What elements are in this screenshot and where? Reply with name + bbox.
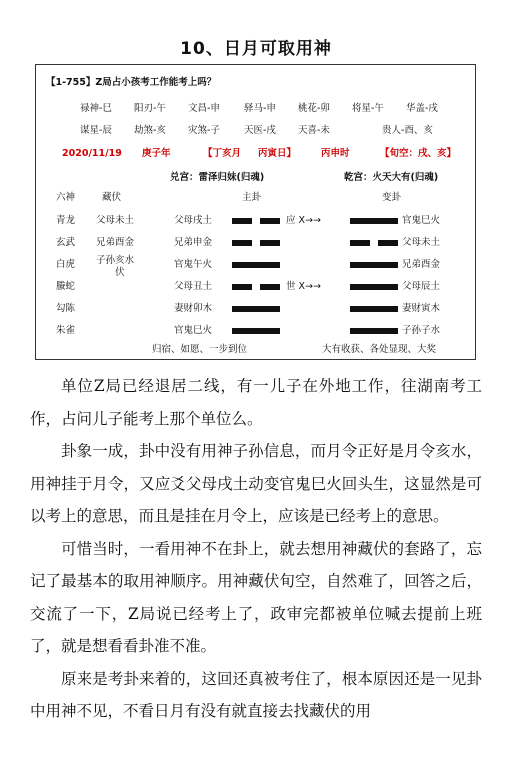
shensha-item: 文昌-申 (188, 103, 220, 114)
header-fushen: 藏伏 (102, 192, 122, 203)
yin-line-segment (260, 218, 280, 224)
main-gua-note: 归宿、如愿、一步到位 (152, 344, 248, 355)
fushen-hidden-mark: 伏 (115, 267, 125, 278)
change-yao-label: 妻财寅木 (402, 303, 441, 314)
change-yao-line (350, 240, 398, 246)
shensha-item: 阳刃-午 (134, 103, 166, 114)
shensha-item: 华盖-戌 (406, 103, 438, 114)
main-yao-line (232, 218, 280, 224)
main-yao-line (232, 306, 280, 312)
paragraph: 原来是考卦来着的，这回还真被考住了，根本原因还是一见卦中用神不见，不看日月有没有就直接去找藏伏的用 (30, 669, 482, 720)
main-gua-name: 兑宫：雷泽归妹(归魂) (170, 172, 265, 183)
shensha-item: 天医-戌 (244, 125, 276, 136)
main-yao-label: 兄弟申金 (174, 237, 213, 248)
yin-line-segment (232, 218, 252, 224)
main-yao-line (232, 284, 280, 290)
fushen-label: 兄弟酉金 (96, 237, 135, 248)
shensha-item: 灾煞-子 (188, 125, 220, 136)
shensha-item: 驿马-申 (244, 103, 276, 114)
yin-line-segment (232, 240, 252, 246)
change-yao-label: 父母辰土 (402, 281, 441, 292)
header-liushen: 六神 (56, 192, 76, 203)
yin-line-segment (232, 284, 252, 290)
main-yao-label: 父母丑土 (174, 281, 213, 292)
fushen-label: 子孙亥水 (96, 255, 135, 266)
question-line: 【1-755】Z局占小孩考工作能考上吗？ (46, 77, 217, 88)
change-yao-label: 官鬼巳火 (402, 215, 441, 226)
yang-line-segment (232, 328, 280, 334)
main-yao-label: 官鬼巳火 (174, 325, 213, 336)
main-yao-label: 官鬼午火 (174, 259, 213, 270)
yang-line-segment (232, 262, 280, 268)
main-yao-label: 父母戌土 (174, 215, 213, 226)
hour-pillar: 丙申时 (321, 148, 350, 159)
main-yao-line (232, 328, 280, 334)
change-yao-line (350, 218, 398, 224)
section-title: 10、日月可取用神 (180, 39, 332, 59)
change-yao-line (350, 262, 398, 268)
change-gua-name: 乾宫：火天大有(归魂) (344, 172, 439, 183)
paragraph: 单位Z局已经退居二线，有一儿子在外地工作，往湖南考工作，占问儿子能考上那个单位么。 (30, 377, 482, 428)
header-change: 变卦 (382, 192, 402, 203)
divination-chart-box (35, 64, 476, 360)
yang-line-segment (350, 306, 398, 312)
yang-line-segment (232, 306, 280, 312)
yang-line-segment (350, 218, 398, 224)
main-yao-line (232, 262, 280, 268)
change-yao-label: 父母未土 (402, 237, 441, 248)
moving-mark: 世 X→→ (286, 281, 321, 292)
moving-mark: 应 X→→ (286, 215, 321, 226)
shensha-item: 桃花-卯 (298, 103, 330, 114)
paragraph: 可惜当时，一看用神不在卦上，就去想用神藏伏的套路了，忘记了最基本的取用神顺序。用神藏伏旬空，自然难了，回答之后，交流了一下，Z局说已经考上了，政审完都被单位喊去提前上班了，就是想看看卦准不准。 (30, 539, 482, 655)
liushen-label: 螣蛇 (56, 281, 76, 292)
shensha-item: 天喜-未 (298, 125, 330, 136)
liushen-label: 勾陈 (56, 303, 76, 314)
fushen-label: 父母未土 (96, 215, 135, 226)
paragraph: 卦象一成，卦中没有用神子孙信息，而月令正好是月令亥水，用神挂于月令，又应爻父母戌土动变官鬼巳火回头生，这显然是可以考上的意思，而且是挂在月令上，应该是已经考上的意思。 (30, 442, 482, 525)
change-yao-line (350, 328, 398, 334)
change-yao-line (350, 306, 398, 312)
main-yao-label: 妻财卯木 (174, 303, 213, 314)
change-yao-line (350, 284, 398, 290)
yin-line-segment (350, 240, 370, 246)
year-pillar: 庚子年 (142, 148, 171, 159)
liushen-label: 玄武 (56, 237, 76, 248)
shensha-item: 谋星-辰 (80, 125, 112, 136)
day-pillar: 丙寅日】 (258, 148, 297, 159)
change-yao-label: 子孙子水 (402, 325, 441, 336)
article-body (30, 370, 482, 728)
yin-line-segment (378, 240, 398, 246)
yin-line-segment (260, 240, 280, 246)
yang-line-segment (350, 328, 398, 334)
yang-line-segment (350, 262, 398, 268)
change-gua-note: 大有收获、各处显现、大奖 (322, 344, 437, 355)
shensha-item: 禄神-巳 (80, 103, 112, 114)
liushen-label: 白虎 (56, 259, 76, 270)
yin-line-segment (260, 284, 280, 290)
shensha-item: 将星-午 (352, 103, 384, 114)
date-text: 2020/11/19 (62, 148, 122, 159)
liushen-label: 青龙 (56, 215, 76, 226)
liushen-label: 朱雀 (56, 325, 76, 336)
header-main: 主卦 (242, 192, 262, 203)
yang-line-segment (350, 284, 398, 290)
shensha-item: 贵人-酉、亥 (382, 125, 433, 136)
month-pillar: 【丁亥月 (203, 148, 242, 159)
shensha-item: 劫煞-亥 (134, 125, 166, 136)
change-yao-label: 兄弟酉金 (402, 259, 441, 270)
void-info: 【旬空：戌、亥】 (380, 148, 457, 159)
main-yao-line (232, 240, 280, 246)
